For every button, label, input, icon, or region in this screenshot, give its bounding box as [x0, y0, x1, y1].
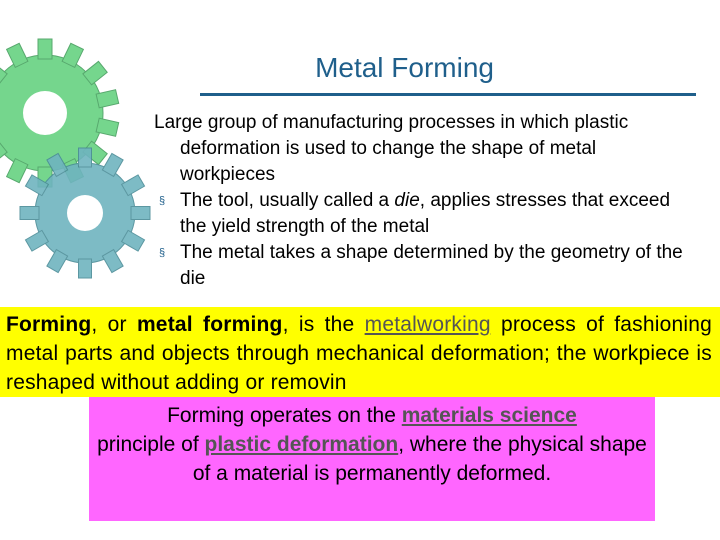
title-divider: [200, 93, 696, 96]
intro-text: Large group of manufacturing processes in which plastic deformation is used to change the shape of metal workpieces: [154, 112, 629, 185]
definition-text: , or: [91, 313, 137, 336]
gear-tooth: [79, 148, 92, 167]
bullet-text: The metal takes a shape determined by the geometry of the die: [180, 242, 683, 289]
bullet-text: , applies stresses that exceed the yield strength of the metal: [180, 190, 671, 237]
metalworking-link[interactable]: metalworking: [364, 313, 491, 336]
principle-box: [89, 397, 655, 521]
bullet-item-tool: [152, 188, 692, 240]
principle-text: principle of: [97, 433, 205, 456]
materials-science-link[interactable]: materials science: [401, 404, 577, 427]
gear-tooth: [79, 259, 92, 278]
principle-text: , where the physical shape of a material is permanently deformed.: [192, 433, 647, 485]
gear-tooth: [20, 207, 39, 220]
gear-tooth: [38, 39, 52, 59]
bullet-marker: §: [159, 247, 166, 259]
definition-box: [0, 307, 720, 397]
bullet-marker: §: [159, 195, 166, 207]
gear-tooth: [131, 207, 150, 220]
definition-text: , is the: [282, 313, 365, 336]
plastic-deformation-link[interactable]: plastic deformation: [204, 433, 399, 456]
principle-text: Forming operates on the: [167, 404, 402, 427]
gear-icon-bottom: [10, 138, 160, 288]
slide-title: Metal Forming: [315, 52, 494, 83]
bullet-emphasis: die: [394, 190, 420, 211]
definition-text: process of fashioning metal parts and objects through mechanical deformation; the workpiece is reshaped without adding or removin: [6, 313, 712, 394]
bullet-list: [152, 110, 692, 292]
term-forming: Forming: [6, 313, 92, 336]
term-metal-forming: metal forming: [136, 313, 283, 336]
bullet-text: The tool, usually called a: [180, 190, 395, 211]
bullet-item-shape: [152, 240, 692, 292]
